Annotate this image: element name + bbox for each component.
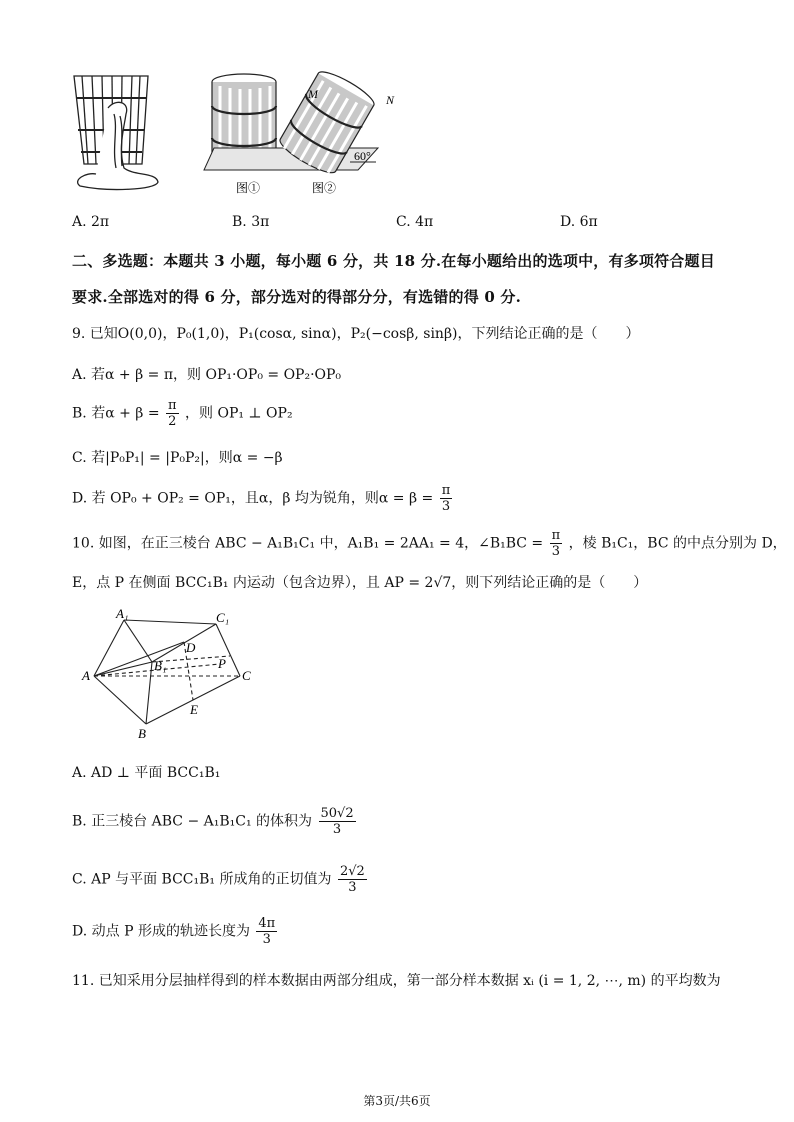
label-figure-1: 图① bbox=[236, 181, 261, 195]
q9-option-d bbox=[72, 483, 454, 514]
q10-stem-line1 bbox=[72, 528, 787, 559]
label-M: M bbox=[308, 87, 318, 101]
q10-option-b-fraction bbox=[319, 806, 356, 837]
point-P: P bbox=[218, 656, 226, 671]
fraction-numerator: π bbox=[551, 528, 561, 543]
fraction-numerator: 2√2 bbox=[339, 864, 365, 879]
fraction-denominator: 3 bbox=[262, 932, 271, 947]
fraction-denominator: 3 bbox=[332, 822, 342, 837]
vertex-C: C bbox=[242, 668, 251, 683]
page-footer: 第3页/共6页 bbox=[363, 1094, 431, 1108]
vertex-A: A bbox=[82, 668, 90, 683]
q9-option-b-post: ，则 OP₁ ⊥ OP₂ bbox=[185, 405, 293, 422]
q9-option-b-pre: B. 若α + β = bbox=[72, 405, 160, 422]
fraction-numerator: 4π bbox=[258, 916, 276, 931]
q9-stem: 9. 已知O(0,0)，P₀(1,0)，P₁(cosα, sinα)，P₂(−cosβ, sinβ)，下列结论正确的是（ ） bbox=[72, 326, 640, 342]
label-N: N bbox=[386, 93, 395, 107]
leaking-bucket-illustration bbox=[74, 76, 158, 189]
q10-option-c-pre: C. AP 与平面 BCC₁B₁ 所成角的正切值为 bbox=[72, 871, 332, 888]
q10-option-d-fraction bbox=[256, 916, 277, 947]
fraction-denominator: 3 bbox=[551, 544, 561, 559]
q8-option-b: B. 3π bbox=[232, 214, 270, 230]
q10-option-b-pre: B. 正三棱台 ABC − A₁B₁C₁ 的体积为 bbox=[72, 813, 313, 830]
vertex-B1: B₁ bbox=[154, 658, 167, 673]
vertex-B: B bbox=[138, 726, 146, 741]
q9-option-a: A. 若α + β = π，则 OP₁·OP₀ = OP₂·OP₀ bbox=[72, 367, 342, 383]
fraction-numerator: 50√2 bbox=[320, 806, 354, 821]
fraction-denominator: 2 bbox=[168, 414, 177, 429]
fraction-denominator: 3 bbox=[441, 499, 451, 514]
q9-option-c: C. 若|P₀P₁| = |P₀P₂|，则α = −β bbox=[72, 450, 283, 466]
q9-option-b-fraction bbox=[166, 398, 179, 429]
q10-option-d bbox=[72, 916, 279, 947]
label-angle: 60° bbox=[354, 149, 371, 163]
vertex-C1: C₁ bbox=[216, 610, 230, 625]
section-2-heading-line1: 二、多选题：本题共 3 小题，每小题 6 分，共 18 分.在每小题给出的选项中，有多项符合题目 bbox=[72, 252, 715, 270]
point-E: E bbox=[190, 702, 198, 717]
q9-option-b bbox=[72, 398, 293, 429]
q9-option-d-fraction bbox=[440, 483, 453, 514]
q11-stem: 11. 已知采用分层抽样得到的样本数据由两部分组成，第一部分样本数据 xᵢ (i = 1, 2, ⋯, m) 的平均数为 bbox=[72, 973, 721, 989]
q9-option-d-pre: D. 若 OP₀ + OP₂ = OP₁，且α，β 均为锐角，则α = β = bbox=[72, 490, 434, 507]
bucket-figures bbox=[68, 68, 398, 198]
q10-stem-fraction bbox=[550, 528, 563, 559]
section-2-heading-line2: 要求.全部选对的得 6 分，部分选对的得部分分，有选错的得 0 分. bbox=[72, 288, 522, 306]
frustum-figure bbox=[80, 606, 270, 746]
q8-option-d: D. 6π bbox=[560, 214, 598, 230]
q10-option-a: A. AD ⊥ 平面 BCC₁B₁ bbox=[72, 765, 221, 781]
q10-option-c-fraction bbox=[338, 864, 367, 895]
point-D: D bbox=[186, 640, 196, 655]
q10-stem-pre: 10. 如图，在正三棱台 ABC − A₁B₁C₁ 中，A₁B₁ = 2AA₁ = 4，∠B₁BC = bbox=[72, 535, 544, 552]
vertex-A1: A₁ bbox=[116, 606, 129, 621]
q8-option-a: A. 2π bbox=[72, 214, 110, 230]
fraction-denominator: 3 bbox=[348, 880, 357, 895]
q10-option-c bbox=[72, 864, 369, 895]
q10-option-b bbox=[72, 806, 358, 837]
fraction-numerator: π bbox=[168, 398, 177, 413]
q10-option-d-pre: D. 动点 P 形成的轨迹长度为 bbox=[72, 923, 250, 940]
q10-stem-post: ，棱 B₁C₁，BC 的中点分别为 D， bbox=[568, 535, 787, 552]
fraction-numerator: π bbox=[441, 483, 451, 498]
label-figure-2: 图② bbox=[312, 181, 337, 195]
q10-stem-line2: E，点 P 在侧面 BCC₁B₁ 内运动（包含边界），且 AP = 2√7，则下列结论正确的是（ ） bbox=[72, 575, 648, 591]
q8-option-c: C. 4π bbox=[396, 214, 434, 230]
